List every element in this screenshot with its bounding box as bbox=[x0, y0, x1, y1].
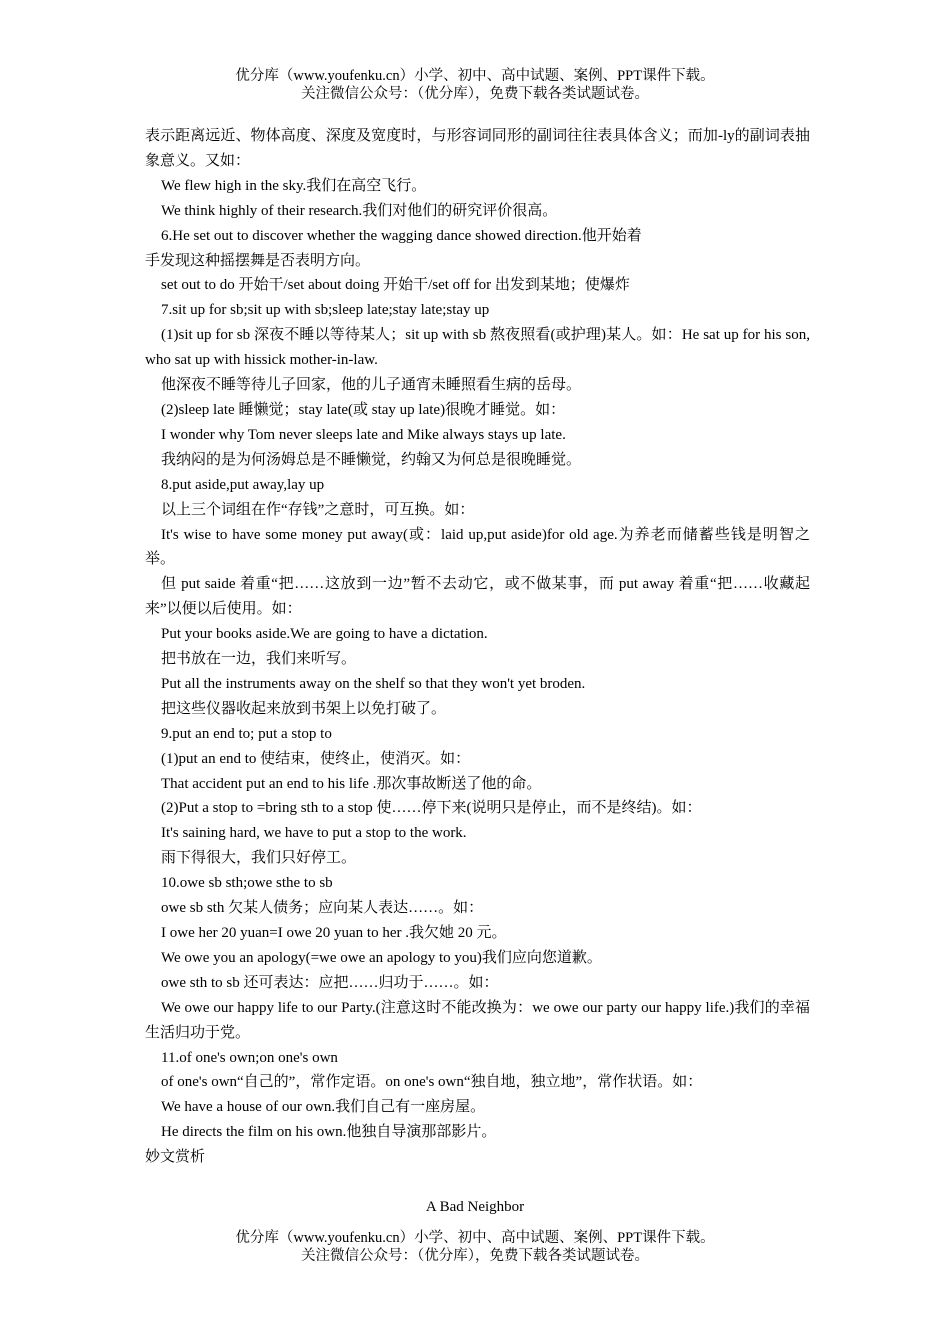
paragraph: 表示距离远近、物体高度、深度及宽度时，与形容词同形的副词往往表具体含义；而加-ly的副词表抽象意义。又如： bbox=[145, 128, 810, 169]
translation: 雨下得很大，我们只好停工。 bbox=[161, 850, 357, 867]
example-sentence: He directs the film on his own.他独自导演那部影片。 bbox=[161, 1124, 497, 1141]
example-sentence: We have a house of our own.我们自己有一座房屋。 bbox=[161, 1099, 486, 1116]
example-sentence: I owe her 20 yuan=I owe 20 yuan to her .我欠她 20 元。 bbox=[161, 925, 507, 941]
paragraph: (2)sleep late 睡懒觉；stay late(或 stay up late)很晚才睡觉。如： bbox=[161, 401, 566, 418]
paragraph: set out to do 开始干/set about doing 开始干/set off for 出发到某地；使爆炸 bbox=[161, 277, 630, 294]
translation: 他深夜不睡等待儿子回家，他的儿子通宵未睡照看生病的岳母。 bbox=[161, 377, 582, 394]
paragraph: 但 put saide 着重“把……这放到一边”暂不去动它，或不做某事，而 put away 着重“把……收藏起来”以便以后使用。如： bbox=[145, 576, 810, 618]
footer-line-1: 优分库（www.youfenku.cn）小学、初中、高中试题、案例、PPT课件下载。 bbox=[235, 1230, 715, 1246]
header-line-2: 关注微信公众号：（优分库），免费下载各类试题试卷。 bbox=[301, 86, 649, 102]
item-heading: 11.of one's own;on one's own bbox=[161, 1049, 338, 1066]
example-sentence: That accident put an end to his life .那次事故断送了他的命。 bbox=[161, 775, 542, 792]
paragraph: of one's own“自己的”，常作定语。on one's own“独自地，独立地”，常作状语。如： bbox=[161, 1074, 703, 1091]
example-sentence: I wonder why Tom never sleeps late and Mike always stays up late. bbox=[161, 426, 566, 443]
example-sentence: We owe our happy life to our Party.(注意这时不能改换为：we owe our party our happy life.)我们的幸福生活归功于党。 bbox=[145, 999, 810, 1041]
example-sentence: It's saining hard, we have to put a stop to the work. bbox=[161, 825, 467, 842]
paragraph: owe sb sth 欠某人债务；应向某人表达……。如： bbox=[161, 900, 484, 917]
example-sentence: We owe you an apology(=we owe an apology to you)我们应向您道歉。 bbox=[161, 949, 602, 966]
example-sentence: We think highly of their research.我们对他们的研究评价很高。 bbox=[161, 202, 558, 219]
example-sentence: Put all the instruments away on the shelf so that they won't yet broden. bbox=[161, 675, 586, 692]
example-sentence: We flew high in the sky.我们在高空飞行。 bbox=[161, 177, 427, 194]
document-body bbox=[145, 124, 810, 1170]
paragraph: 以上三个词组在作“存钱”之意时，可互换。如： bbox=[161, 501, 475, 518]
item-heading: 10.owe sb sth;owe sthe to sb bbox=[161, 875, 333, 892]
paragraph: (1)put an end to 使结束，使终止，使消灭。如： bbox=[161, 750, 471, 767]
paragraph: (1)sit up for sb 深夜不睡以等待某人；sit up with sb 熬夜照看(或护理)某人。如：He sat up for his son, who sat up with hissick mother-in-law. bbox=[145, 327, 810, 369]
page-footer bbox=[0, 1229, 950, 1265]
translation: 把书放在一边，我们来听写。 bbox=[161, 651, 357, 668]
item-heading: 6.He set out to discover whether the wagging dance showed direction.他开始着 bbox=[161, 227, 642, 244]
story-title: A Bad Neighbor bbox=[425, 1199, 525, 1215]
example-sentence: Put your books aside.We are going to have a dictation. bbox=[161, 626, 488, 643]
paragraph: (2)Put a stop to =bring sth to a stop 使……停下来(说明只是停止，而不是终结)。如： bbox=[161, 800, 702, 817]
item-heading: 7.sit up for sb;sit up with sb;sleep late;stay late;stay up bbox=[161, 302, 490, 319]
section-heading: 妙文赏析 bbox=[145, 1149, 206, 1166]
item-heading: 8.put aside,put away,lay up bbox=[161, 476, 325, 493]
translation: 把这些仪器收起来放到书架上以免打破了。 bbox=[161, 700, 447, 717]
translation: 我纳闷的是为何汤姆总是不睡懒觉，约翰又为何总是很晚睡觉。 bbox=[161, 451, 582, 468]
paragraph: 手发现这种摇摆舞是否表明方向。 bbox=[145, 252, 371, 269]
header-line-1: 优分库（www.youfenku.cn）小学、初中、高中试题、案例、PPT课件下载。 bbox=[235, 68, 715, 84]
example-sentence: It's wise to have some money put away(或：laid up,put aside)for old age.为养老而储蓄些钱是明智之举。 bbox=[145, 526, 810, 568]
paragraph: owe sth to sb 还可表达：应把……归功于……。如： bbox=[161, 974, 499, 991]
footer-line-2: 关注微信公众号：（优分库），免费下载各类试题试卷。 bbox=[301, 1248, 649, 1264]
page-header bbox=[0, 67, 950, 103]
item-heading: 9.put an end to; put a stop to bbox=[161, 725, 332, 742]
